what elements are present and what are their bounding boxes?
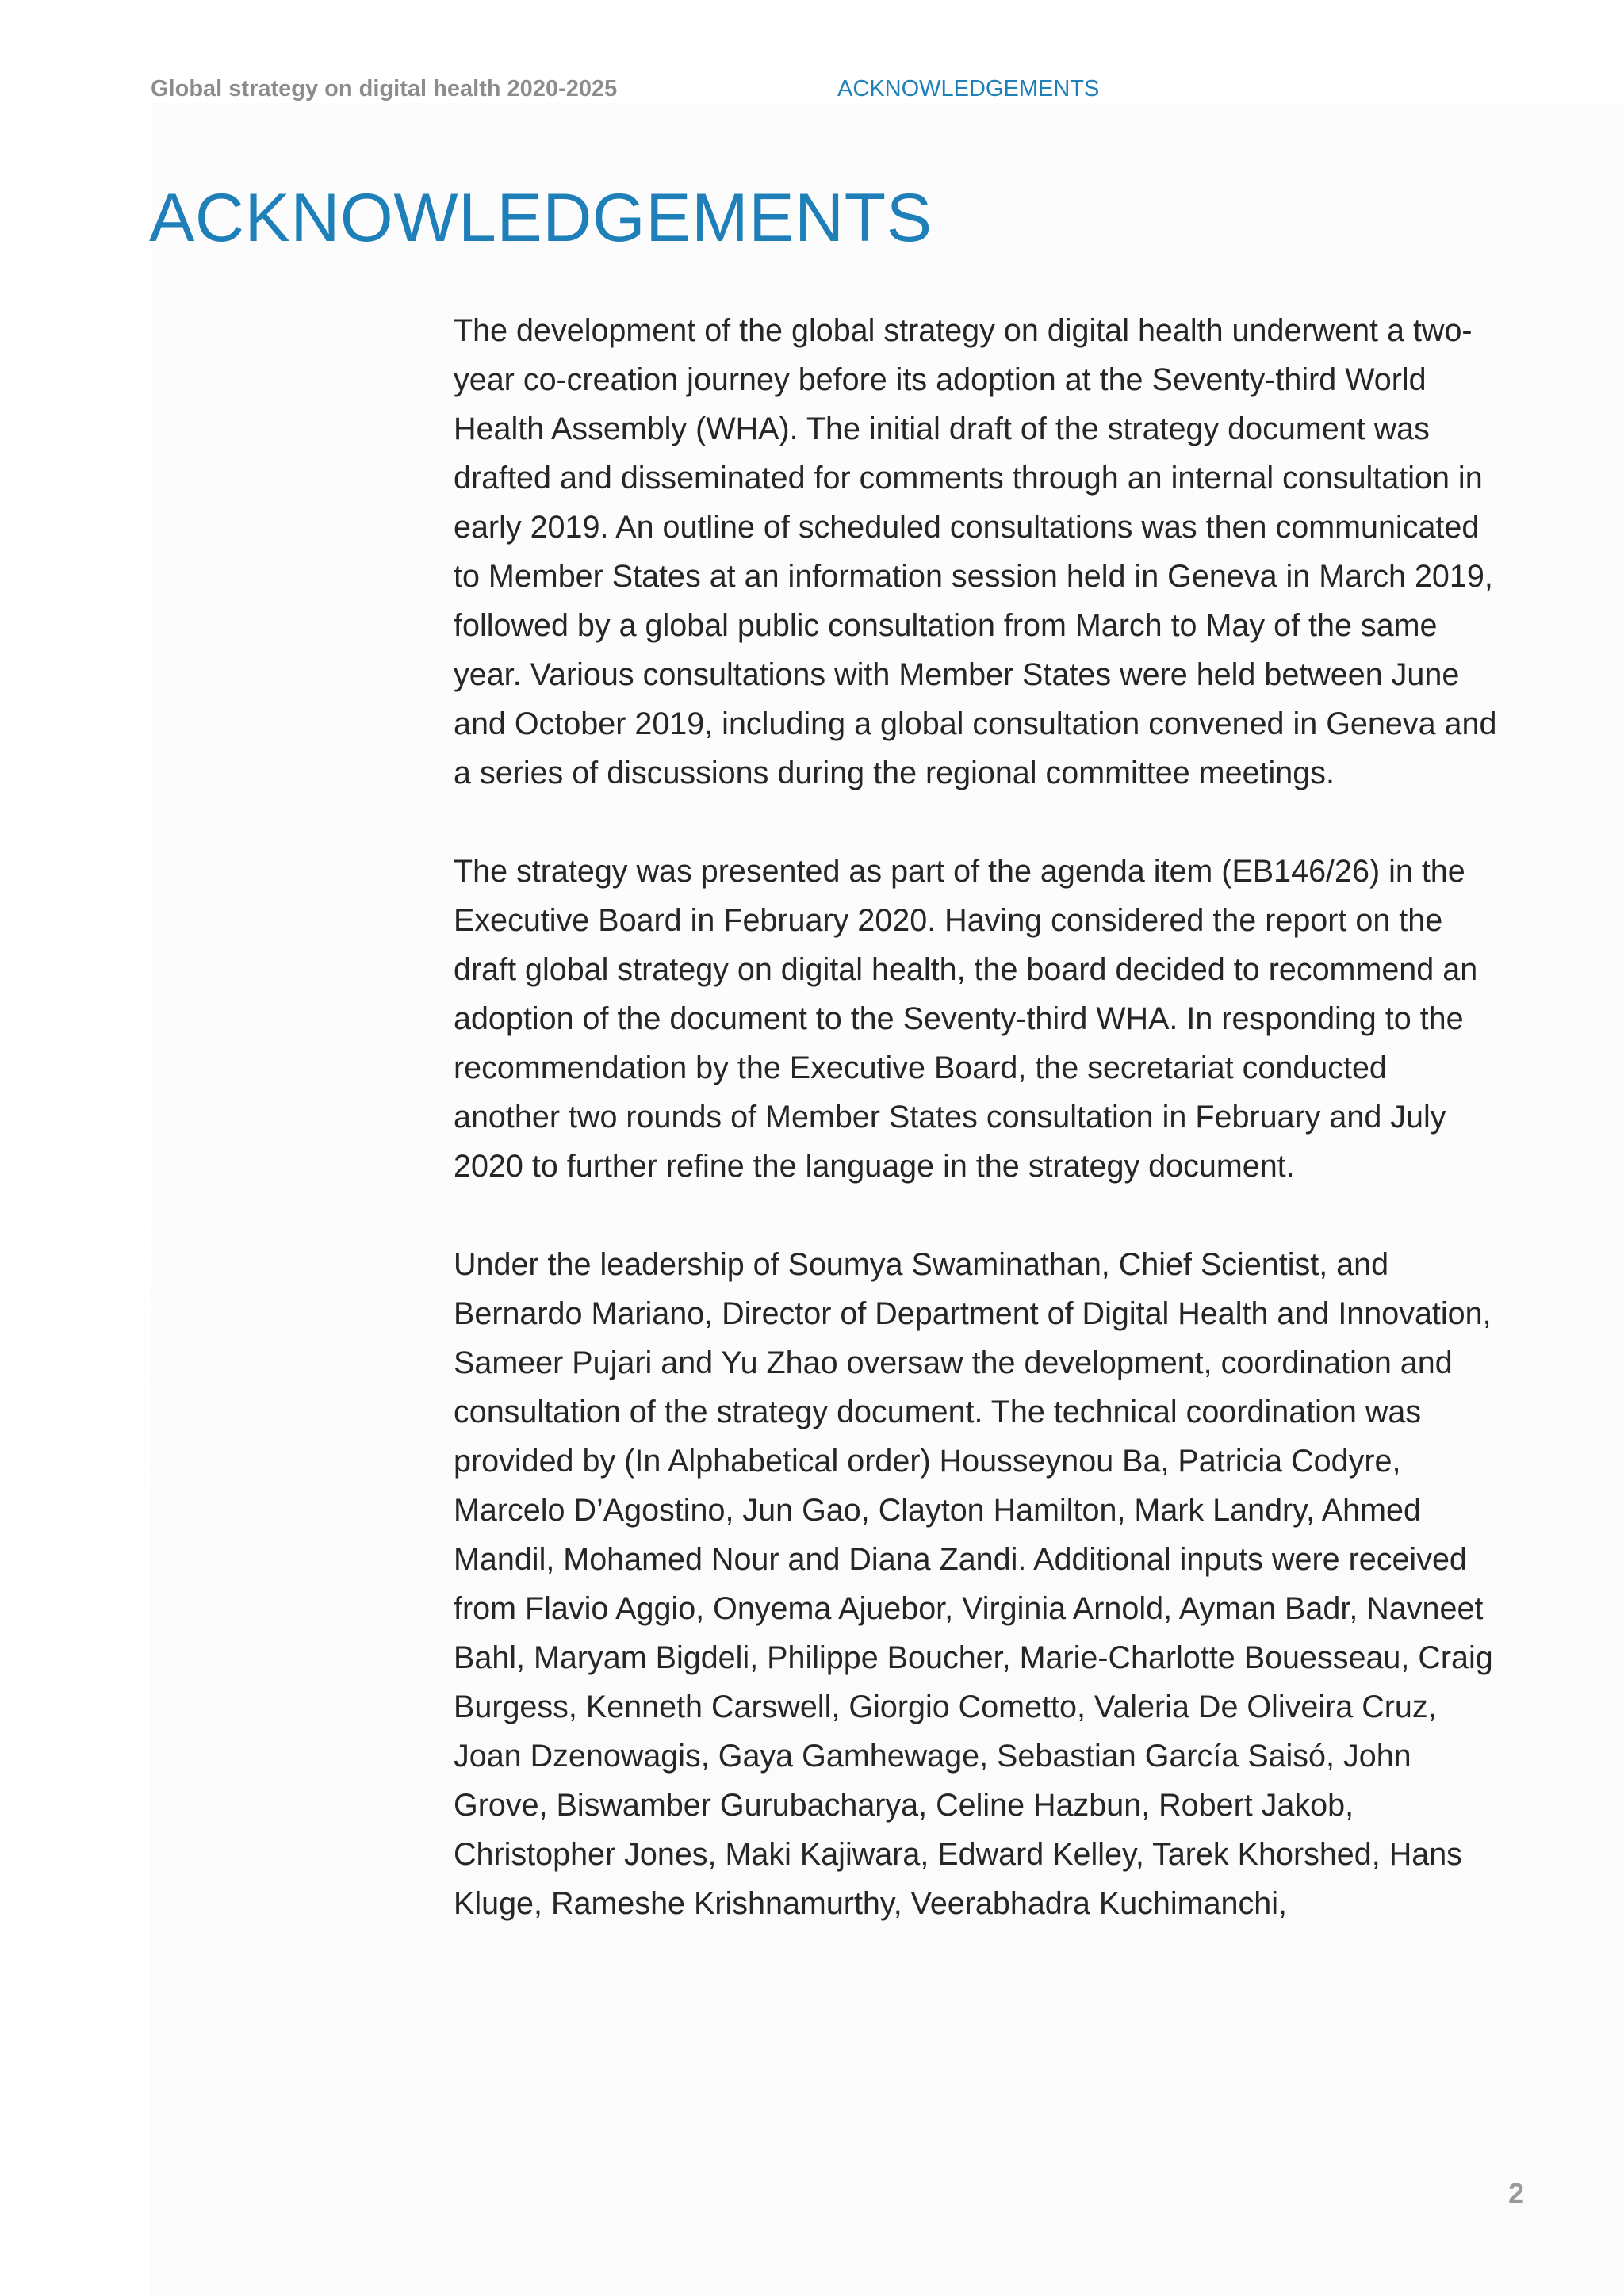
- body-text: [454, 306, 1500, 1977]
- paragraph-development-journey: The development of the global strategy on digital health underwent a two-year co-creation journey before its adoption at the Seventy-third World Health Assembly (WHA). The initial draft of the strategy document was drafted and disseminated for comments through an internal consultation in early 2019. An outline of scheduled consultations was then communicated to Member States at an information session held in Geneva in March 2019, followed by a global public consultation from March to May of the same year. Various consultations with Member States were held between June and October 2019, including a global consultation convened in Geneva and a series of discussions during the regional committee meetings.: [454, 313, 1497, 790]
- paragraph-executive-board: The strategy was presented as part of the agenda item (EB146/26) in the Executive Board in February 2020. Having considered the report on the draft global strategy on digital health, the board decided to recommend an adoption of the document to the Seventy-third WHA. In responding to the recommendation by the Executive Board, the secretariat conducted another two rounds of Member States consultation in February and July 2020 to further refine the language in the strategy document.: [454, 854, 1478, 1184]
- paragraph-contributors: Under the leadership of Soumya Swaminathan, Chief Scientist, and Bernardo Mariano, Director of Department of Digital Health and Innovation, Sameer Pujari and Yu Zhao oversaw the development, coordination and consultation of the strategy document. The technical coordination was provided by (In Alphabetical order) Housseynou Ba, Patricia Codyre, Marcelo D’Agostino, Jun Gao, Clayton Hamilton, Mark Landry, Ahmed Mandil, Mohamed Nour and Diana Zandi. Additional inputs were received from Flavio Aggio, Onyema Ajuebor, Virginia Arnold, Ayman Badr, Navneet Bahl, Maryam Bigdeli, Philippe Boucher, Marie-Charlotte Bouesseau, Craig Burgess, Kenneth Carswell, Giorgio Cometto, Valeria De Oliveira Cruz, Joan Dzenowagis, Gaya Gamhewage, Sebastian García Saisó, John Grove, Biswamber Gurubacharya, Celine Hazbun, Robert Jakob, Christopher Jones, Maki Kajiwara, Edward Kelley, Tarek Khorshed, Hans Kluge, Rameshe Krishnamurthy, Veerabhadra Kuchimanchi,: [454, 1247, 1493, 1921]
- page-number: 2: [1507, 2177, 1524, 2210]
- page-heading: ACKNOWLEDGEMENTS: [149, 180, 933, 256]
- section-label: ACKNOWLEDGEMENTS: [837, 76, 1100, 101]
- document-title: Global strategy on digital health 2020-2025: [151, 76, 618, 101]
- running-header: [151, 76, 1499, 116]
